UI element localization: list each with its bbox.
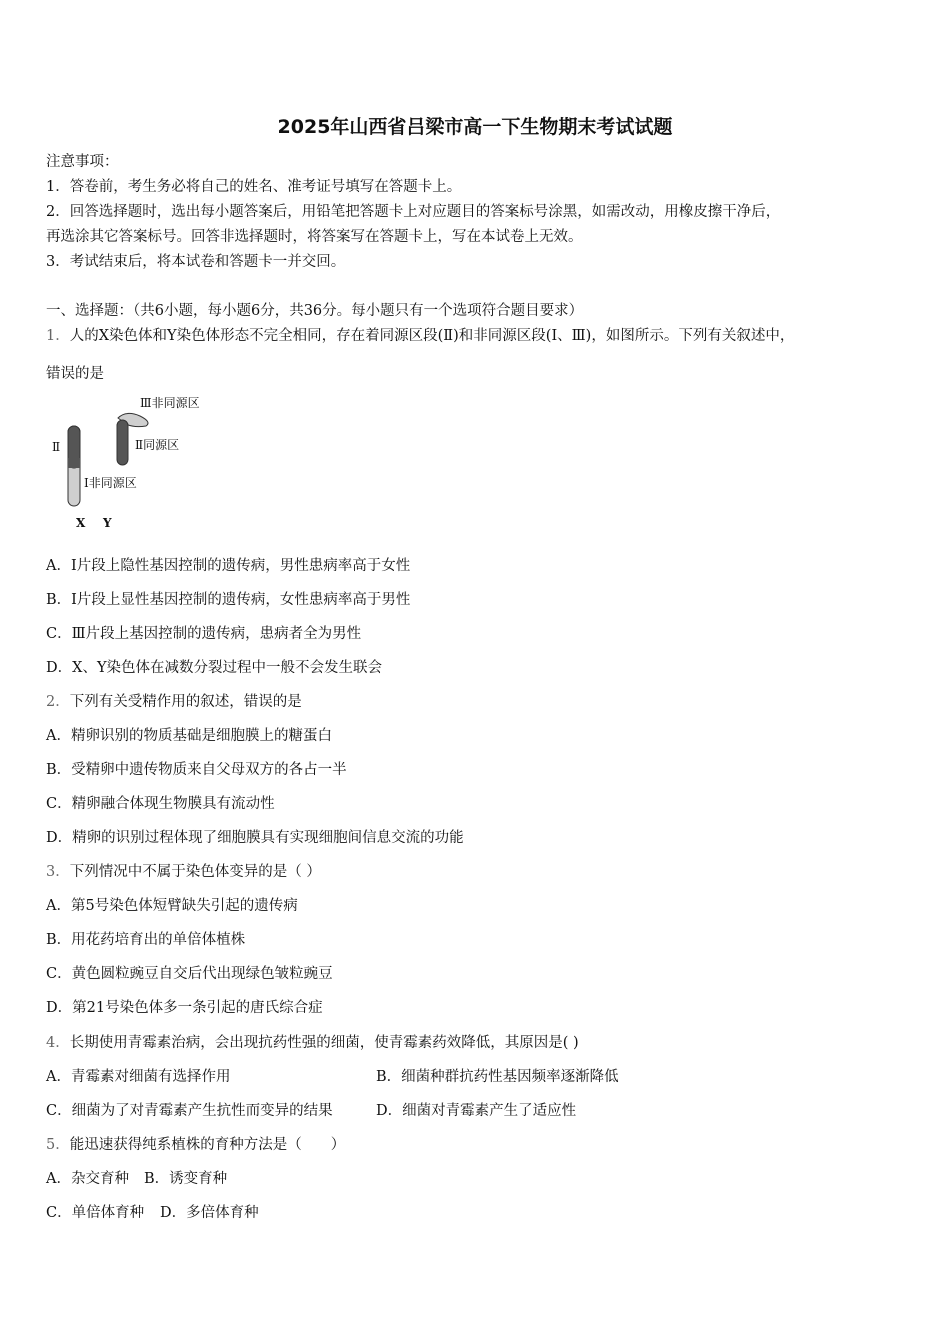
q1-option-c: C．Ⅲ片段上基因控制的遗传病，患病者全为男性	[46, 626, 362, 642]
notice-heading: 注意事项：	[46, 154, 119, 170]
q5-option-b: B．诱变育种	[144, 1171, 228, 1187]
question-5-stem	[46, 1135, 345, 1155]
label-II-left: Ⅱ	[52, 440, 61, 454]
label-III-region: Ⅲ非同源区	[140, 396, 200, 410]
q5-option-d: D．多倍体育种	[160, 1205, 259, 1221]
question-4-stem	[46, 1033, 579, 1053]
page-title: 2025年山西省吕梁市高一下生物期末考试试题	[277, 116, 673, 138]
q1-option-d: D．X、Y染色体在减数分裂过程中一般不会发生联会	[46, 660, 383, 676]
question-3-stem	[46, 862, 321, 882]
question-2-stem	[46, 692, 302, 712]
question-text: 下列情况中不属于染色体变异的是（ ）	[69, 864, 321, 880]
q4-option-b: B．细菌种群抗药性基因频率逐渐降低	[376, 1069, 619, 1085]
question-text: 人的X染色体和Y染色体形态不完全相同，存在着同源区段(Ⅱ)和非同源区段(Ⅰ、Ⅲ)，如图所示。下列有关叙述中，	[69, 328, 795, 344]
question-1-stem	[46, 326, 794, 346]
q1-option-b: B．Ⅰ片段上显性基因控制的遗传病，女性患病率高于男性	[46, 592, 411, 608]
q5-option-c: C．单倍体育种	[46, 1205, 145, 1221]
q4-option-a: A．青霉素对细菌有选择作用	[46, 1069, 231, 1085]
q1-option-a: A．Ⅰ片段上隐性基因控制的遗传病，男性患病率高于女性	[46, 558, 411, 574]
section-heading: 一、选择题：（共6小题，每小题6分，共36分。每小题只有一个选项符合题目要求）	[46, 303, 584, 319]
q3-option-c: C．黄色圆粒豌豆自交后代出现绿色皱粒豌豆	[46, 966, 333, 982]
q3-option-a: A．第5号染色体短臂缺失引起的遗传病	[46, 898, 298, 914]
question-number: 4．	[46, 1035, 70, 1051]
notice-item-1: 1．答卷前，考生务必将自己的姓名、准考证号填写在答题卡上。	[46, 179, 462, 195]
label-y: Y	[103, 516, 112, 530]
label-x: X	[76, 516, 86, 530]
q2-option-b: B．受精卵中遗传物质来自父母双方的各占一半	[46, 762, 347, 778]
q4-option-c: C．细菌为了对青霉素产生抗性而变异的结果	[46, 1103, 333, 1119]
q4-option-d: D．细菌对青霉素产生了适应性	[376, 1103, 577, 1119]
notice-item-3: 3．考试结束后，将本试卷和答题卡一并交回。	[46, 254, 346, 270]
question-1-stem-cont: 错误的是	[46, 366, 104, 382]
notice-item-2: 2．回答选择题时，选出每小题答案后，用铅笔把答题卡上对应题目的答案标号涂黑，如需改动，用橡皮擦干净后，	[46, 204, 781, 220]
notice-item-2-cont: 再选涂其它答案标号。回答非选择题时，将答案写在答题卡上，写在本试卷上无效。	[46, 229, 583, 245]
question-number: 5．	[46, 1137, 70, 1153]
question-text: 长期使用青霉素治病，会出现抗药性强的细菌，使青霉素药效降低，其原因是( )	[69, 1035, 579, 1051]
question-number: 2．	[46, 694, 70, 710]
q3-option-d: D．第21号染色体多一条引起的唐氏综合症	[46, 1000, 323, 1016]
question-number: 1．	[46, 328, 70, 344]
xy-chromosome-diagram	[40, 388, 220, 538]
q5-option-a: A．杂交育种	[46, 1171, 129, 1187]
label-II-region: Ⅱ同源区	[135, 438, 180, 452]
q2-option-c: C．精卵融合体现生物膜具有流动性	[46, 796, 275, 812]
question-number: 3．	[46, 864, 70, 880]
label-I-region: Ⅰ非同源区	[84, 476, 137, 490]
q2-option-d: D．精卵的识别过程体现了细胞膜具有实现细胞间信息交流的功能	[46, 830, 464, 846]
q2-option-a: A．精卵识别的物质基础是细胞膜上的糖蛋白	[46, 728, 332, 744]
q3-option-b: B．用花药培育出的单倍体植株	[46, 932, 246, 948]
question-text: 能迅速获得纯系植株的育种方法是（ ）	[69, 1137, 346, 1153]
question-text: 下列有关受精作用的叙述，错误的是	[69, 694, 302, 710]
